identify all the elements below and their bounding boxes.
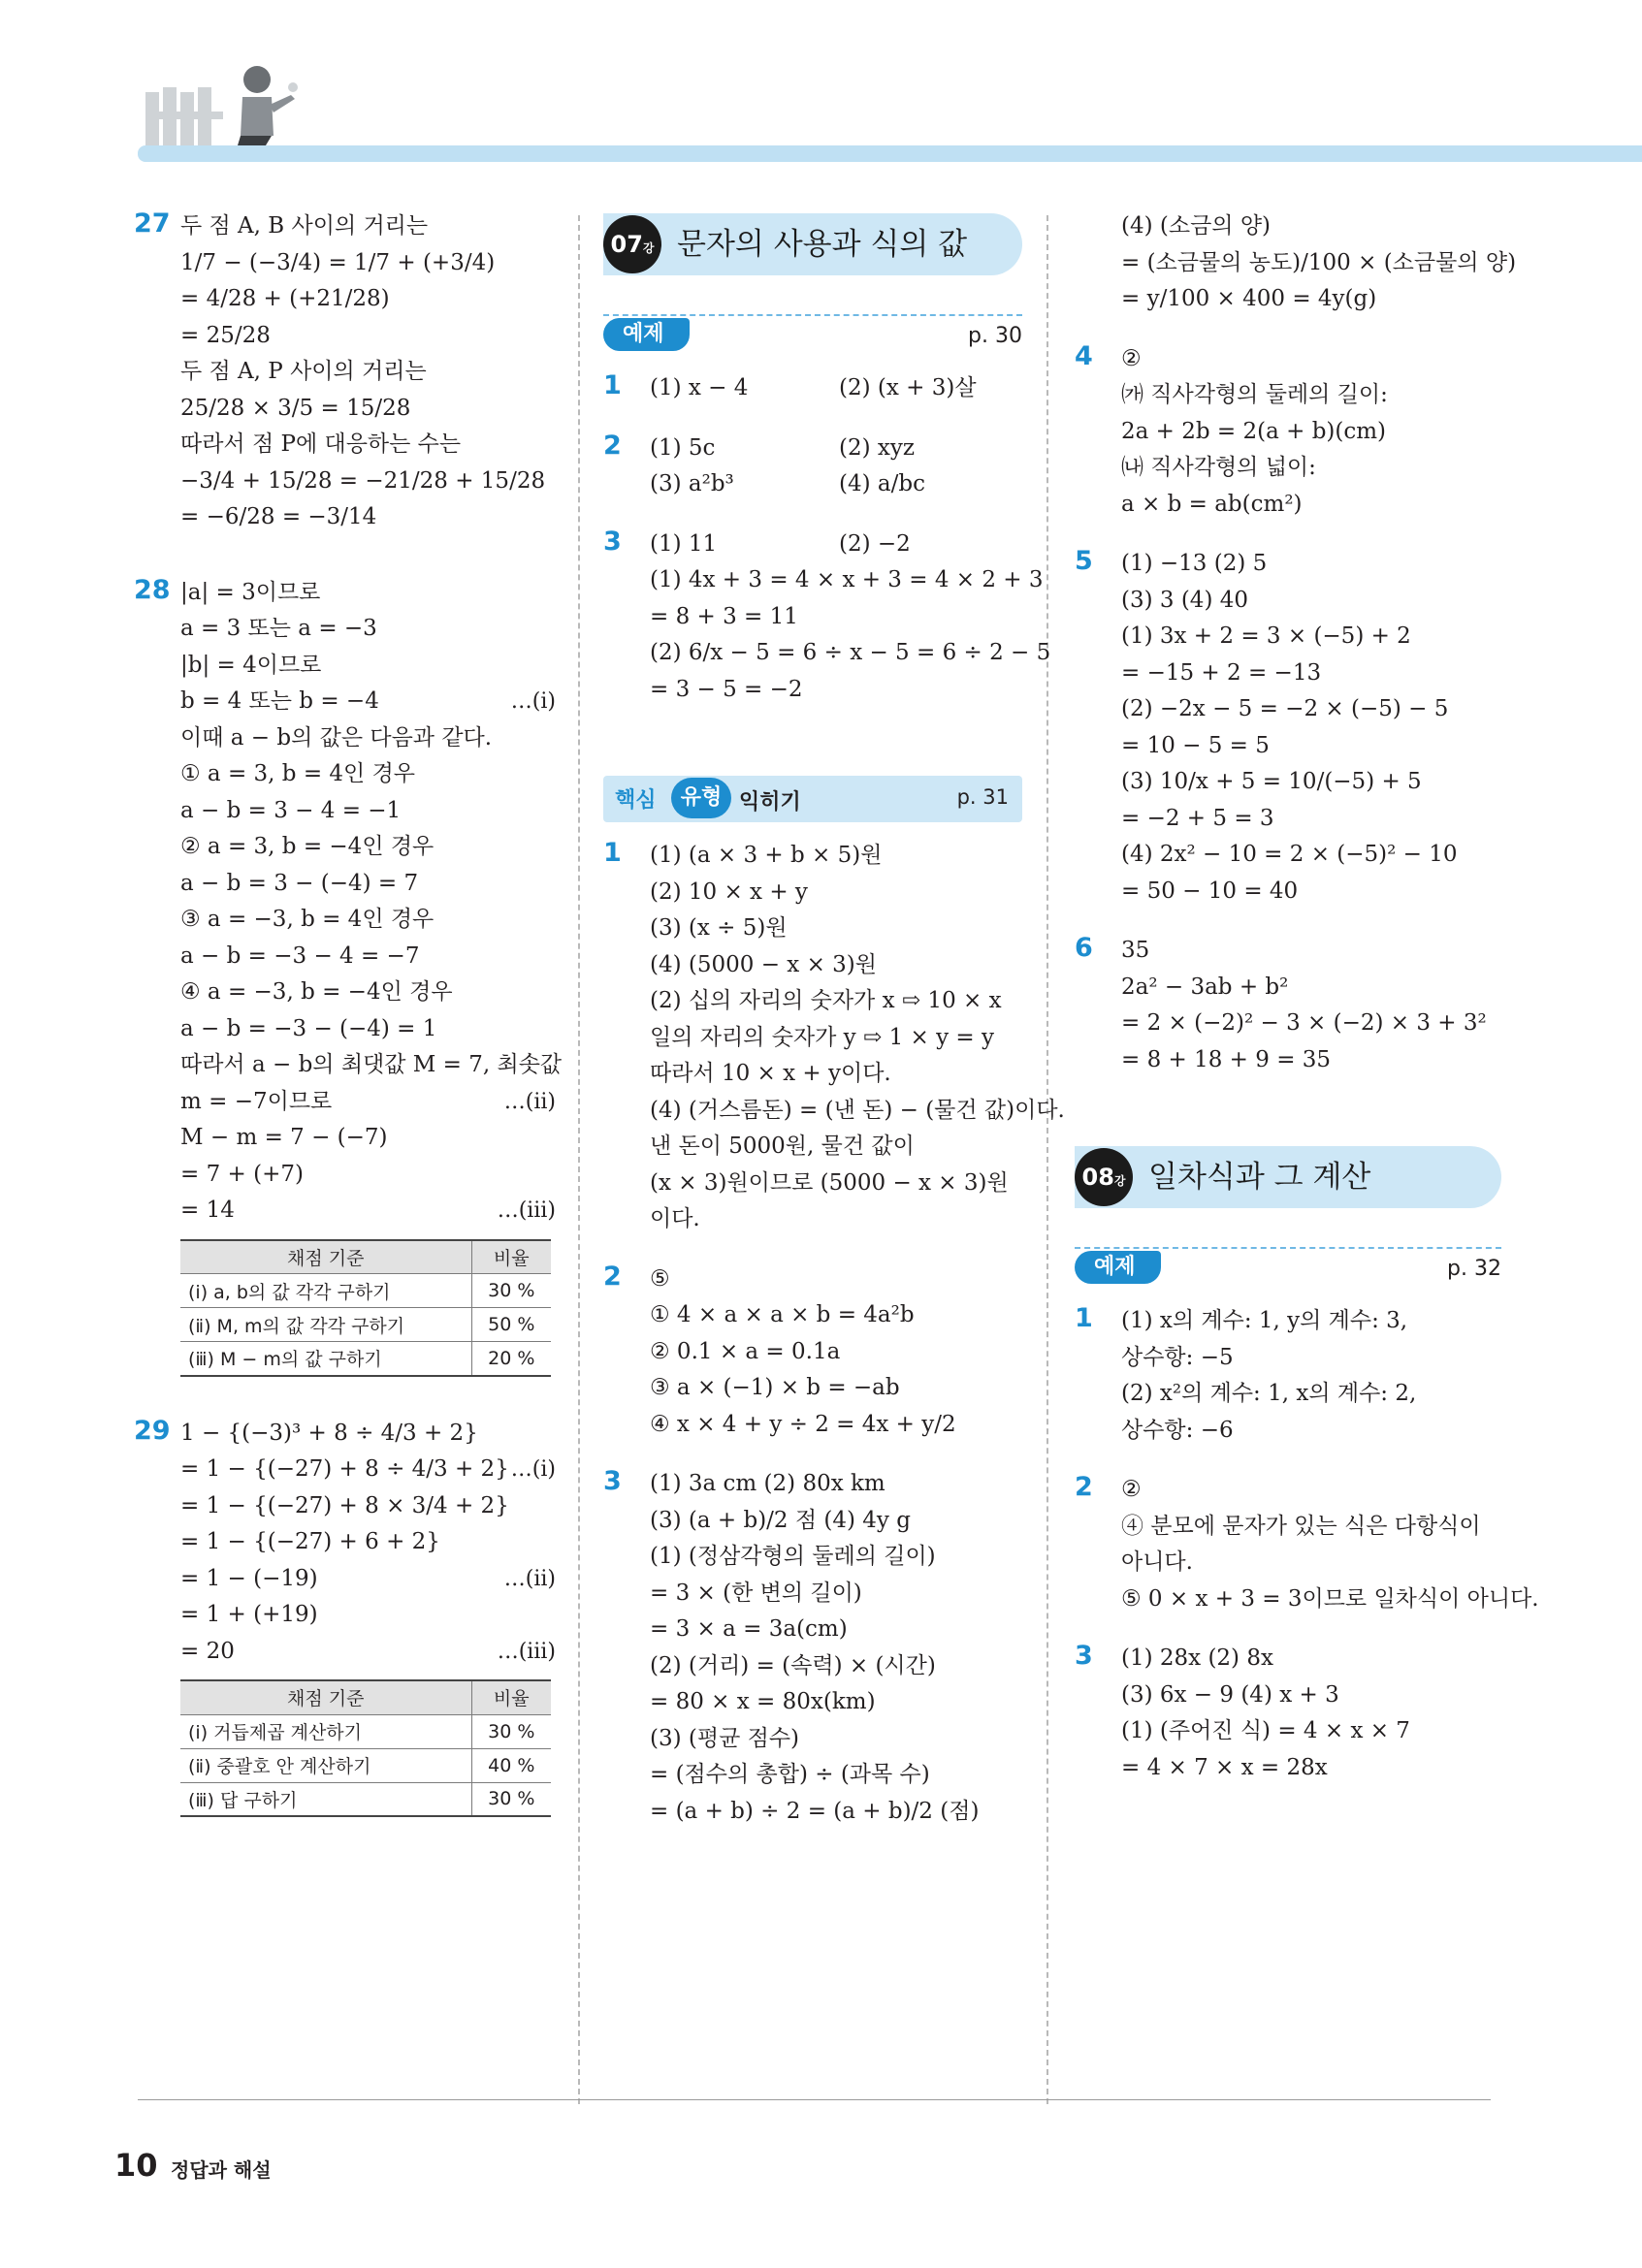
solution-line: = 10 − 5 = 5 xyxy=(1121,732,1270,758)
table-header: 채점 기준 xyxy=(180,1680,471,1714)
solution-line: (2) (거리) = (속력) × (시간) xyxy=(650,1652,936,1678)
solution-line: (3) a²b³ (4) a/bc xyxy=(650,471,925,496)
section-example xyxy=(1075,1247,1501,1288)
table-cell: 30 % xyxy=(471,1714,551,1748)
solution-line: 상수항: −6 xyxy=(1121,1417,1234,1443)
problem-number: 3 xyxy=(603,1466,622,1496)
problem-number: 1 xyxy=(603,838,622,868)
solution-line: = 1 − {(−27) + 8 ÷ 4/3 + 2} …(ⅰ) xyxy=(180,1452,556,1488)
section-label: 핵심 xyxy=(615,788,657,813)
solution-line: = 1 − {(−27) + 8 × 3/4 + 2} xyxy=(180,1492,509,1518)
solution-line: = 50 − 10 = 40 xyxy=(1121,878,1299,904)
solution-line: (1) x의 계수: 1, y의 계수: 3, xyxy=(1121,1308,1408,1333)
step-mark: …(ⅱ) xyxy=(503,1089,556,1114)
section-page-ref: p. 30 xyxy=(968,324,1022,348)
lesson-header xyxy=(603,213,1022,275)
scoring-table xyxy=(180,1239,551,1377)
solution-line: a = 3 또는 a = −3 xyxy=(180,616,377,641)
page-number: 10 xyxy=(114,2147,158,2184)
table-cell: (ⅱ) M, m의 값 각각 구하기 xyxy=(180,1308,471,1342)
step-mark: …(ⅲ) xyxy=(497,1639,556,1664)
solution-line: 25/28 × 3/5 = 15/28 xyxy=(180,395,411,421)
solution-line: ② 0.1 × a = 0.1a xyxy=(650,1338,841,1364)
solution-line: 상수항: −5 xyxy=(1121,1344,1234,1370)
solution-line: = 80 × x = 80x(km) xyxy=(650,1689,876,1714)
solution-line: (3) (a + b)/2 점 (4) 4y g xyxy=(650,1507,911,1533)
solution-line: (1) 4x + 3 = 4 × x + 3 = 4 × 2 + 3 xyxy=(650,567,1044,592)
example-2 xyxy=(603,431,1022,503)
problem-28 xyxy=(134,574,563,1377)
problem-number: 3 xyxy=(1075,1641,1093,1671)
table-row xyxy=(180,1274,551,1308)
solution-line: 일의 자리의 숫자가 y ⇨ 1 × y = y xyxy=(650,1024,994,1050)
solution-line: (x × 3)원이므로 (5000 − x × 3)원 xyxy=(650,1169,1009,1196)
section-label-badge: 유형 xyxy=(671,778,731,818)
problem-6 xyxy=(1075,933,1501,1078)
table-row xyxy=(180,1782,551,1816)
column-left xyxy=(134,208,563,1840)
solution-line: (4) 2x² − 10 = 2 × (−5)² − 10 xyxy=(1121,842,1458,867)
solution-line: = −2 + 5 = 3 xyxy=(1121,805,1274,831)
section-example xyxy=(603,314,1022,355)
solution-line: 2a + 2b = 2(a + b)(cm) xyxy=(1121,418,1387,444)
solution-line: (2) x²의 계수: 1, x의 계수: 2, xyxy=(1121,1381,1417,1406)
example-2 xyxy=(1075,1472,1539,1617)
solution-line: ⑤ 0 × x + 3 = 3이므로 일차식이 아니다. xyxy=(1121,1585,1539,1612)
problem-number: 28 xyxy=(134,574,171,605)
solution-line: 두 점 A, B 사이의 거리는 xyxy=(180,213,429,239)
solution-line: = (소금물의 농도)/100 × (소금물의 양) xyxy=(1121,249,1517,275)
table-cell: (ⅰ) 거듭제곱 계산하기 xyxy=(180,1714,471,1748)
step-mark: …(ⅲ) xyxy=(497,1198,556,1223)
solution-line: 두 점 A, P 사이의 거리는 xyxy=(180,359,427,384)
section-core-types xyxy=(603,776,1022,822)
solution-line: = 3 − 5 = −2 xyxy=(650,676,803,702)
solution-line: (2) 10 × x + y xyxy=(650,878,808,905)
solution-line: (1) 11 (2) −2 xyxy=(650,530,911,557)
step-mark: …(ⅱ) xyxy=(503,1566,556,1591)
section-page-ref: p. 32 xyxy=(1447,1257,1501,1281)
solution-line: = 8 + 18 + 9 = 35 xyxy=(1121,1046,1332,1072)
example-3 xyxy=(603,526,1051,709)
solution-line: (1) (정삼각형의 둘레의 길이) xyxy=(650,1544,936,1569)
solution-line: = 1 − {(−27) + 6 + 2} xyxy=(180,1529,440,1554)
table-header-row xyxy=(180,1680,551,1714)
solution-line: ④ 분모에 문자가 있는 식은 다항식이 xyxy=(1121,1513,1481,1539)
problem-number: 2 xyxy=(603,430,622,461)
solution-line: = 3 × a = 3a(cm) xyxy=(650,1616,848,1642)
solution-line: a × b = ab(cm²) xyxy=(1121,491,1303,517)
section-tag: 예제 xyxy=(1075,1251,1161,1284)
solution-line: ㈏ 직사각형의 넓이: xyxy=(1121,455,1316,480)
solution-line: 1 − {(−3)³ + 8 ÷ 4/3 + 2} xyxy=(180,1420,478,1446)
problem-5 xyxy=(1075,546,1501,910)
solution-line: (4) (소금의 양) xyxy=(1121,213,1272,239)
table-cell: 20 % xyxy=(471,1342,551,1376)
solution-line: ② xyxy=(1121,1477,1142,1502)
table-header-row xyxy=(180,1240,551,1274)
solution-line: = 3 × (한 변의 길이) xyxy=(650,1580,862,1606)
example-1 xyxy=(1075,1303,1501,1449)
solution-line: |a| = 3이므로 xyxy=(180,579,321,605)
core-3 xyxy=(603,1466,1022,1830)
solution-line: (3) 6x − 9 (4) x + 3 xyxy=(1121,1681,1339,1708)
problem-number: 3 xyxy=(603,526,622,557)
solution-line: (3) (평균 점수) xyxy=(650,1725,800,1751)
problem-number: 2 xyxy=(1075,1472,1093,1502)
problem-number: 5 xyxy=(1075,546,1093,576)
table-cell: (ⅰ) a, b의 값 각각 구하기 xyxy=(180,1274,471,1308)
lesson-badge: 08강 xyxy=(1075,1148,1133,1206)
solution-line: b = 4 또는 b = −4 …(ⅰ) xyxy=(180,684,556,720)
core-1 xyxy=(603,838,1065,1238)
solution-line: = 1 − (−19) …(ⅱ) xyxy=(180,1561,556,1598)
example-1 xyxy=(603,370,1022,407)
solution-line: (1) 3x + 2 = 3 × (−5) + 2 xyxy=(1121,623,1411,649)
solution-line: (2) 십의 자리의 숫자가 x ⇨ 10 × x xyxy=(650,988,1002,1013)
section-tag: 예제 xyxy=(603,318,690,351)
column-middle xyxy=(603,208,1065,1853)
solution-line: (3) 10/x + 5 = 10/(−5) + 5 xyxy=(1121,769,1422,794)
solution-line: |b| = 4이므로 xyxy=(180,652,322,678)
solution-line: (3) (x ÷ 5)원 xyxy=(650,915,788,941)
solution-line: = (a + b) ÷ 2 = (a + b)/2 (점) xyxy=(650,1798,980,1824)
header-bar xyxy=(138,145,1642,162)
problem-29 xyxy=(134,1416,556,1818)
table-header: 비율 xyxy=(471,1680,551,1714)
problem-27 xyxy=(134,208,556,536)
solution-line: m = −7이므로 …(ⅱ) xyxy=(180,1084,556,1121)
table-cell: (ⅲ) 답 구하기 xyxy=(180,1782,471,1816)
section-page-ref: p. 31 xyxy=(956,785,1009,809)
continued-solution xyxy=(1075,208,1517,318)
lesson-title: 문자의 사용과 식의 값 xyxy=(677,227,968,262)
solution-line: (4) (5000 − x × 3)원 xyxy=(650,951,877,977)
table-header: 비율 xyxy=(471,1240,551,1274)
solution-line: 2a² − 3ab + b² xyxy=(1121,974,1289,1000)
column-divider xyxy=(1046,215,1048,2104)
solution-line: (1) (주어진 식) = 4 × x × 7 xyxy=(1121,1718,1410,1743)
lesson-badge: 07강 xyxy=(603,215,661,273)
solution-line: = 14 …(ⅲ) xyxy=(180,1193,556,1230)
solution-line: (2) 6/x − 5 = 6 ÷ x − 5 = 6 ÷ 2 − 5 xyxy=(650,640,1051,665)
solution-line: a − b = −3 − (−4) = 1 xyxy=(180,1015,437,1041)
solution-line: a − b = 3 − (−4) = 7 xyxy=(180,870,419,896)
footer-divider xyxy=(138,2099,1491,2100)
column-divider xyxy=(578,215,580,2104)
solution-line: ③ a = −3, b = 4인 경우 xyxy=(180,907,435,932)
lesson-header xyxy=(1075,1146,1501,1208)
solution-line: ① a = 3, b = 4인 경우 xyxy=(180,761,416,786)
scoring-table xyxy=(180,1679,551,1817)
solution-line: ② xyxy=(1121,345,1142,371)
solution-line: ⑤ xyxy=(650,1265,670,1292)
table-cell: 50 % xyxy=(471,1308,551,1342)
section-label: 익히기 xyxy=(739,790,801,815)
solution-line: (2) −2x − 5 = −2 × (−5) − 5 xyxy=(1121,696,1449,721)
solution-line: = 4/28 + (+21/28) xyxy=(180,286,390,311)
table-cell: 40 % xyxy=(471,1748,551,1782)
solution-line: ① 4 × a × a × b = 4a²b xyxy=(650,1302,915,1327)
solution-line: (4) (거스름돈) = (낸 돈) − (물건 값)이다. xyxy=(650,1097,1065,1123)
problem-4 xyxy=(1075,341,1501,524)
solution-line: = 2 × (−2)² − 3 × (−2) × 3 + 3² xyxy=(1121,1010,1487,1036)
table-row xyxy=(180,1748,551,1782)
example-3 xyxy=(1075,1641,1501,1786)
solution-line: 따라서 점 P에 대응하는 수는 xyxy=(180,431,462,457)
solution-line: ④ a = −3, b = −4인 경우 xyxy=(180,979,453,1005)
solution-line: = 4 × 7 × x = 28x xyxy=(1121,1754,1328,1780)
solution-line: = 25/28 xyxy=(180,322,271,348)
problem-number: 1 xyxy=(603,370,622,400)
solution-line: 아니다. xyxy=(1121,1549,1193,1575)
solution-line: = (점수의 총합) ÷ (과목 수) xyxy=(650,1762,930,1787)
table-row xyxy=(180,1342,551,1376)
solution-line: a − b = −3 − 4 = −7 xyxy=(180,942,420,969)
solution-line: ㈎ 직사각형의 둘레의 길이: xyxy=(1121,382,1388,407)
solution-line: 따라서 10 × x + y이다. xyxy=(650,1061,891,1086)
step-mark: …(ⅰ) xyxy=(510,1457,556,1482)
table-header: 채점 기준 xyxy=(180,1240,471,1274)
solution-line: ③ a × (−1) × b = −ab xyxy=(650,1375,900,1400)
footer-label: 정답과 해설 xyxy=(171,2158,272,2182)
solution-line: 이때 a − b의 값은 다음과 같다. xyxy=(180,724,493,751)
solution-line: −3/4 + 15/28 = −21/28 + 15/28 xyxy=(180,467,546,494)
problem-number: 29 xyxy=(134,1415,171,1446)
solution-line: = −15 + 2 = −13 xyxy=(1121,659,1322,686)
table-row xyxy=(180,1714,551,1748)
table-cell: (ⅱ) 중괄호 안 계산하기 xyxy=(180,1748,471,1782)
core-2 xyxy=(603,1262,1022,1444)
solution-line: (1) −13 (2) 5 xyxy=(1121,551,1268,576)
solution-line: = 20 …(ⅲ) xyxy=(180,1634,556,1671)
lesson-title: 일차식과 그 계산 xyxy=(1148,1160,1371,1195)
solution-line: 1/7 − (−3/4) = 1/7 + (+3/4) xyxy=(180,249,496,275)
solution-line: 낸 돈이 5000원, 물건 값이 xyxy=(650,1134,915,1159)
column-right xyxy=(1075,208,1539,1809)
solution-line: (1) x − 4 (2) (x + 3)살 xyxy=(650,375,977,400)
problem-number: 27 xyxy=(134,208,171,239)
solution-line: ② a = 3, b = −4인 경우 xyxy=(180,834,435,859)
problem-number: 2 xyxy=(603,1261,622,1292)
solution-line: (1) 28x (2) 8x xyxy=(1121,1645,1273,1671)
solution-line: = −6/28 = −3/14 xyxy=(180,504,377,529)
solution-line: (1) 3a cm (2) 80x km xyxy=(650,1471,885,1496)
solution-line: = 7 + (+7) xyxy=(180,1161,304,1187)
solution-line: ④ x × 4 + y ÷ 2 = 4x + y/2 xyxy=(650,1411,956,1437)
problem-number: 4 xyxy=(1075,340,1093,371)
solution-line: 따라서 a − b의 최댓값 M = 7, 최솟값 xyxy=(180,1052,563,1077)
table-cell: 30 % xyxy=(471,1782,551,1816)
solution-line: a − b = 3 − 4 = −1 xyxy=(180,797,402,823)
solution-line: = y/100 × 400 = 4y(g) xyxy=(1121,286,1377,311)
solution-line: 35 xyxy=(1121,938,1150,963)
problem-number: 6 xyxy=(1075,933,1093,963)
solution-line: = 1 + (+19) xyxy=(180,1602,318,1627)
solution-line: M − m = 7 − (−7) xyxy=(180,1125,388,1150)
solution-line: = 8 + 3 = 11 xyxy=(650,603,798,629)
solution-line: (1) (a × 3 + b × 5)원 xyxy=(650,843,883,868)
solution-line: (3) 3 (4) 40 xyxy=(1121,587,1248,613)
solution-line: 이다. xyxy=(650,1206,700,1231)
table-row xyxy=(180,1308,551,1342)
step-mark: …(ⅰ) xyxy=(510,689,556,714)
table-cell: 30 % xyxy=(471,1274,551,1308)
table-cell: (ⅲ) M − m의 값 구하기 xyxy=(180,1342,471,1376)
solution-line: (1) 5c (2) xyz xyxy=(650,434,915,461)
problem-number: 1 xyxy=(1075,1303,1093,1333)
